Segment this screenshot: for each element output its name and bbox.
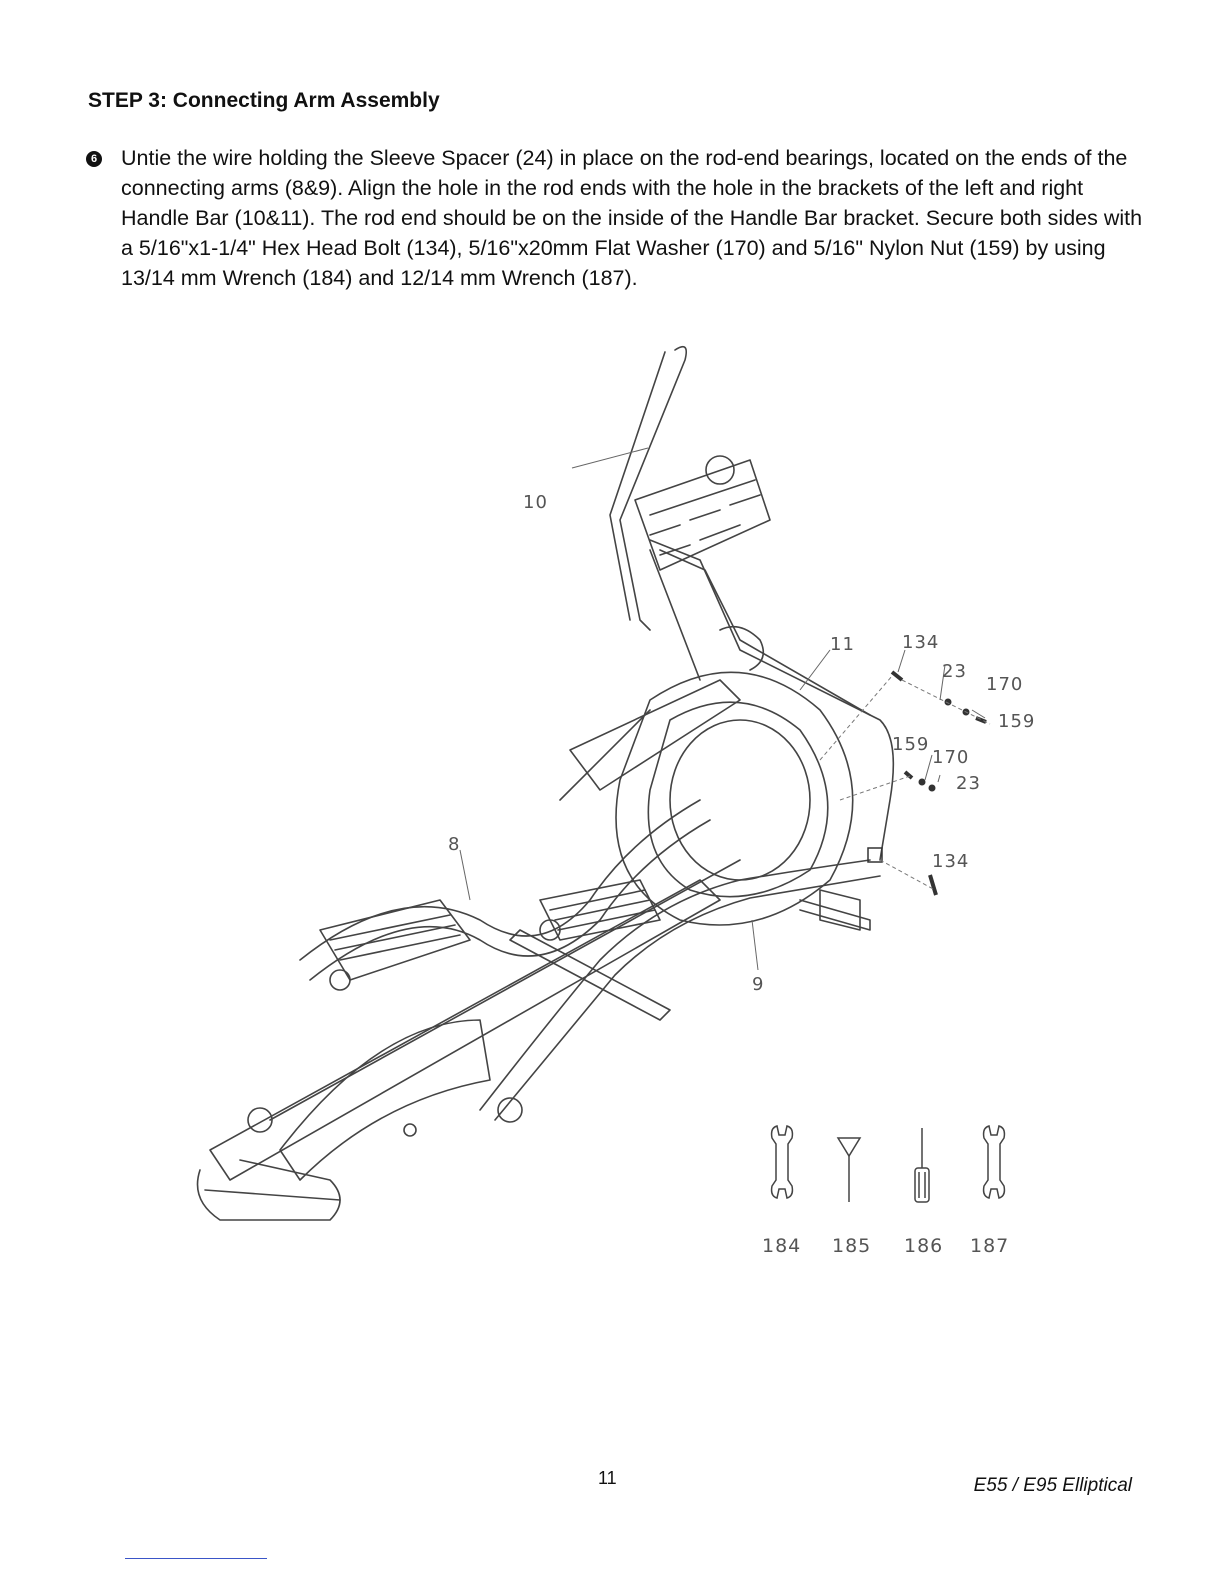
page-number: 11: [598, 1468, 617, 1488]
rear-stabilizer: [198, 1160, 341, 1220]
open-end-wrench-icon: [772, 1126, 793, 1198]
part-label-134-bottom: 134: [932, 851, 970, 872]
part-label-170-bottom: 170: [932, 747, 970, 768]
part-label-8: 8: [448, 834, 461, 855]
part-label-23-bottom: 23: [956, 773, 981, 794]
step-number-badge: 6: [86, 151, 102, 167]
assembly-diagram: [180, 320, 1060, 1270]
tool-label-186: 186: [904, 1235, 944, 1257]
part-label-159-bottom: 159: [892, 734, 930, 755]
tool-label-185: 185: [832, 1235, 872, 1257]
pedal-left: [320, 900, 470, 980]
tool-label-184: 184: [762, 1235, 802, 1257]
part-label-159-top: 159: [998, 711, 1036, 732]
step-title: STEP 3: Connecting Arm Assembly: [88, 89, 440, 112]
part-label-11: 11: [830, 634, 855, 655]
elliptical-illustration: [180, 320, 1060, 1270]
connecting-arm-right: [480, 860, 870, 1110]
allen-key-icon: [838, 1138, 860, 1202]
part-label-134-top: 134: [902, 632, 940, 653]
mast: [650, 550, 700, 680]
part-label-10: 10: [523, 492, 548, 513]
open-end-wrench-icon: [984, 1126, 1005, 1198]
step-instructions: Untie the wire holding the Sleeve Spacer (24) in place on the rod-end bearings, located on the ends of the connecting arms (8&9). Align the hole in the rod ends with the hole in the brackets of the left and right Handle Bar (10&11). The rod end should be on the inside of the Handle Bar bracket. Secure both sides with a 5/16"x1-1/4" Hex Head Bolt (134), 5/16"x20mm Flat Washer (170) and 5/16" Nylon Nut (159) by using 13/14 mm Wrench (184) and 12/14 mm Wrench (187).: [121, 146, 1143, 290]
footer-rule: [125, 1558, 267, 1559]
part-label-23-top: 23: [942, 661, 967, 682]
footer-product-title: E55 / E95 Elliptical: [973, 1475, 1132, 1496]
base-rail: [210, 880, 720, 1180]
tool-label-187: 187: [970, 1235, 1010, 1257]
part-label-9: 9: [752, 974, 765, 995]
handle-bar-right: [650, 540, 893, 860]
part-label-170-top: 170: [986, 674, 1024, 695]
screwdriver-icon: [915, 1128, 929, 1202]
